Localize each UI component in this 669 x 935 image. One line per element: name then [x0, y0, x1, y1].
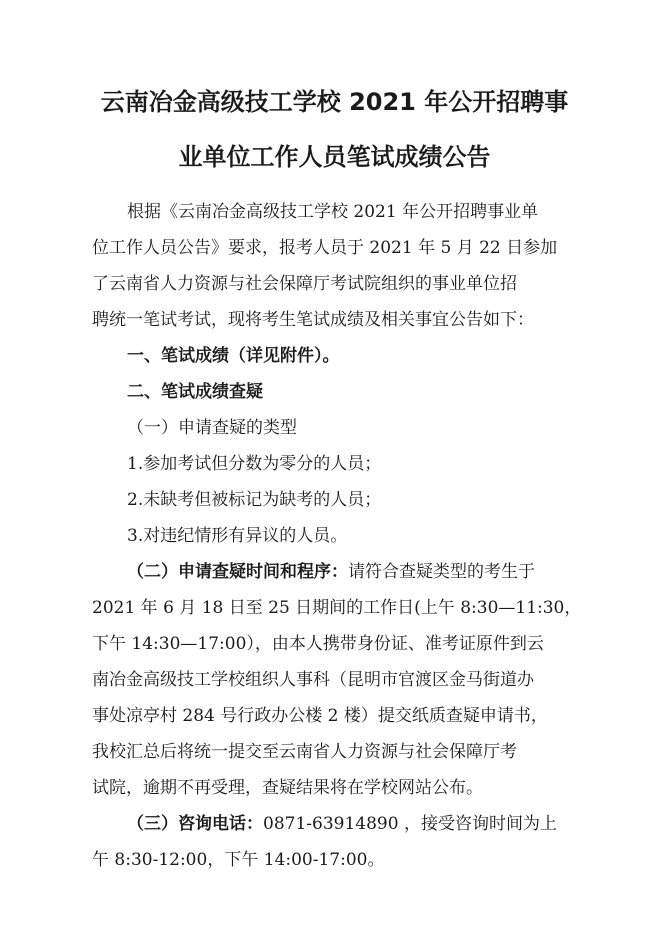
- consult-phone-text: 0871-63914890 ，接受咨询时间为上: [263, 814, 557, 834]
- subsection-2-text: 请符合查疑类型的考生于: [348, 562, 535, 582]
- subsection-2-line: 南冶金高级技工学校组织人事科（昆明市官渡区金马街道办: [92, 670, 534, 690]
- section-2-heading: 二、笔试成绩查疑: [127, 382, 263, 402]
- subsection-2-line: 我校汇总后将统一提交至云南省人力资源与社会保障厅考: [92, 742, 517, 762]
- subsection-2-line: 下午 14:30—17:00），由本人携带身份证、准考证原件到云: [92, 634, 544, 654]
- document-title-line-2: 业单位工作人员笔试成绩公告: [178, 143, 491, 171]
- subsection-3-first-line: [127, 813, 557, 835]
- subsection-3-heading: （三）咨询电话：: [127, 814, 263, 834]
- consult-hours-text: 午 8:30-12:00，下午 14:00-17:00。: [92, 850, 385, 870]
- intro-paragraph-line-2: 位工作人员公告》要求，报考人员于 2021 年 5 月 22 日参加: [92, 238, 558, 258]
- subsection-2-first-line: [127, 561, 535, 583]
- subsection-1-heading: （一）申请查疑的类型: [127, 418, 297, 438]
- intro-paragraph-line-4: 聘统一笔试考试，现将考生笔试成绩及相关事宜公告如下：: [92, 310, 534, 330]
- subsection-2-line: 试院，逾期不再受理，查疑结果将在学校网站公布。: [92, 778, 483, 798]
- subsection-2-line: 事处凉亭村 284 号行政办公楼 2 楼）提交纸质查疑申请书，: [92, 706, 548, 726]
- intro-paragraph-line-3: 了云南省人力资源与社会保障厅考试院组织的事业单位招: [92, 274, 517, 294]
- document-title-line-1: 云南冶金高级技工学校 2021 年公开招聘事: [100, 88, 569, 116]
- subsection-2-heading: （二）申请查疑时间和程序：: [127, 562, 348, 582]
- intro-paragraph-line-1: 根据《云南冶金高级技工学校 2021 年公开招聘事业单: [127, 202, 539, 222]
- subsection-2-line: 2021 年 6 月 18 日至 25 日期间的工作日(上午 8:30—11:30，: [92, 598, 582, 618]
- list-item: 2.未缺考但被标记为缺考的人员；: [127, 490, 382, 510]
- list-item: 1.参加考试但分数为零分的人员；: [127, 454, 382, 474]
- list-item: 3.对违纪情形有异议的人员。: [127, 526, 348, 546]
- section-1-heading: 一、笔试成绩（详见附件）。: [127, 346, 340, 366]
